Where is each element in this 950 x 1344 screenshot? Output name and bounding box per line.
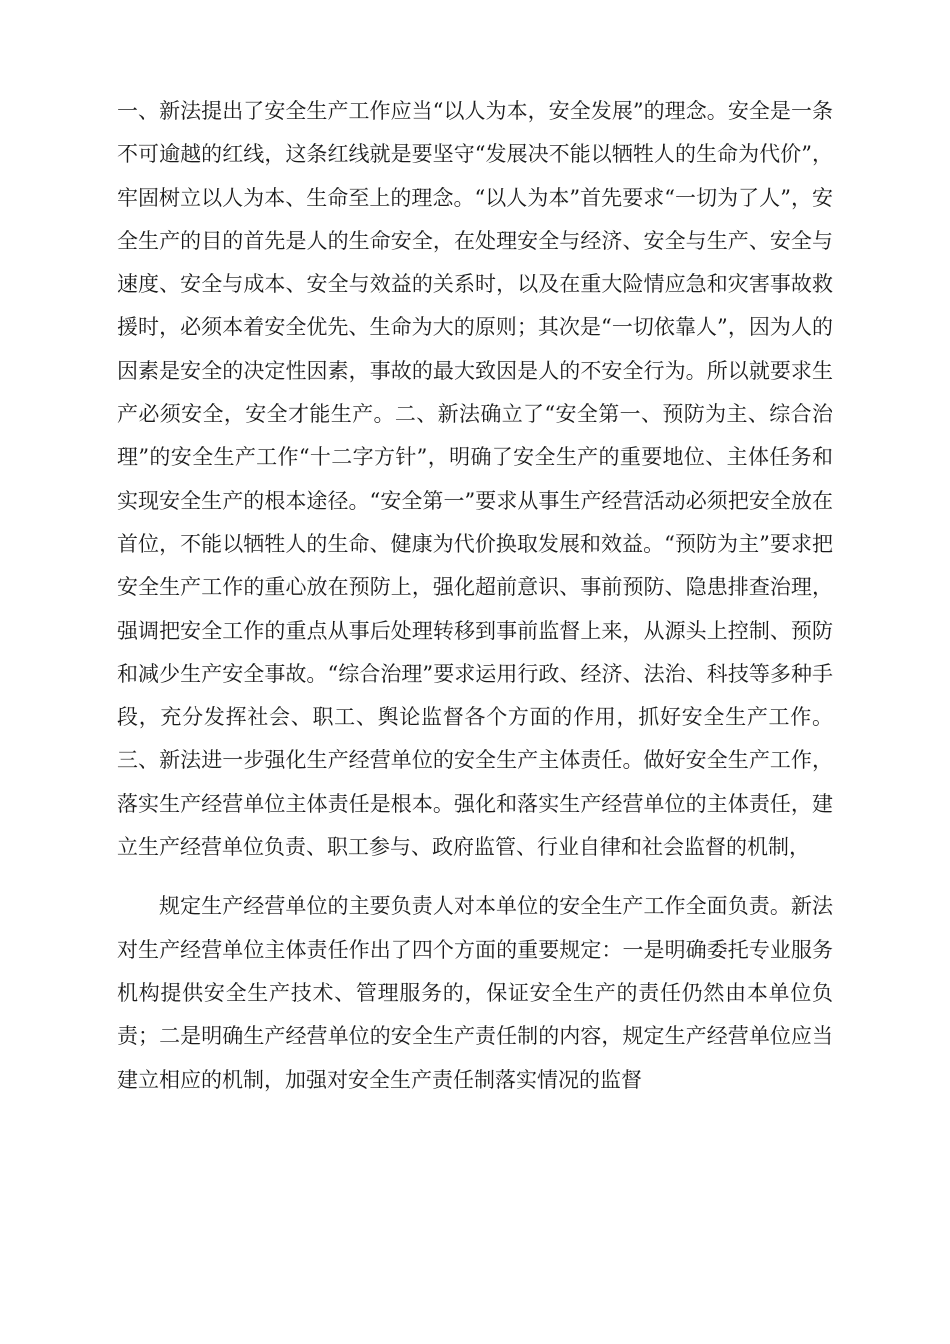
paragraph-2: 规定生产经营单位的主要负责人对本单位的安全生产工作全面负责。新法对生产经营单位主体责任作出了四个方面的重要规定：一是明确委托专业服务机构提供安全生产技术、管理服务的，保证安全生产的责任仍然由本单位负责；二是明确生产经营单位的安全生产责任制的内容，规定生产经营单位应当建立相应的机制，加强对安全生产责任制落实情况的监督 (117, 894, 833, 1092)
paragraph-1: 一、新法提出了安全生产工作应当“以人为本，安全发展”的理念。安全是一条不可逾越的红线，这条红线就是要坚守“发展决不能以牺牲人的生命为代价”，牢固树立以人为本、生命至上的理念。“以人为本”首先要求“一切为了人”，安全生产的目的首先是人的生命安全，在处理安全与经济、安全与生产、安全与速度、安全与成本、安全与效益的关系时，以及在重大险情应急和灾害事故救援时，必须本着安全优先、生命为大的原则；其次是“一切依靠人”，因为人的因素是安全的决定性因素，事故的最大致因是人的不安全行为。所以就要求生产必须安全，安全才能生产。二、新法确立了“安全第一、预防为主、综合治理”的安全生产工作“十二字方针”，明确了安全生产的重要地位、主体任务和实现安全生产的根本途径。“安全第一”要求从事生产经营活动必须把安全放在首位，不能以牺牲人的生命、健康为代价换取发展和效益。“预防为主”要求把安全生产工作的重心放在预防上，强化超前意识、事前预防、隐患排查治理，强调把安全工作的重点从事后处理转移到事前监督上来，从源头上控制、预防和减少生产安全事故。“综合治理”要求运用行政、经济、法治、科技等多种手段，充分发挥社会、职工、舆论监督各个方面的作用，抓好安全生产工作。三、新法进一步强化生产经营单位的安全生产主体责任。做好安全生产工作，落实生产经营单位主体责任是根本。强化和落实生产经营单位的主体责任，建立生产经营单位负责、职工参与、政府监管、行业自律和社会监督的机制， (117, 99, 833, 860)
document-body (117, 90, 833, 1102)
